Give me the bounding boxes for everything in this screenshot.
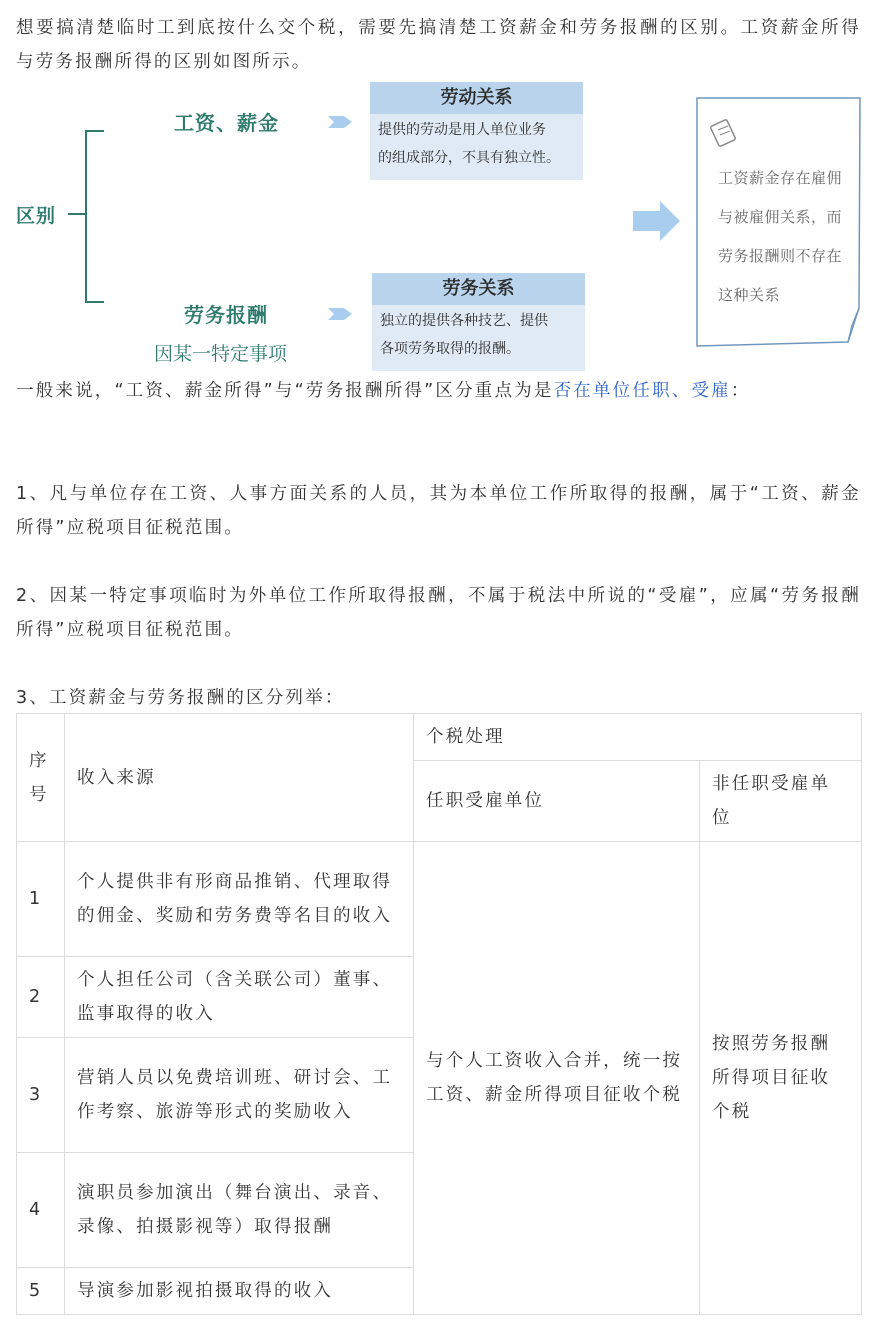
box-labor-relation-title: 劳动关系 bbox=[370, 82, 583, 114]
row-income-source: 个人担任公司（含关联公司）董事、监事取得的收入 bbox=[65, 957, 414, 1038]
distinction-paragraph bbox=[16, 374, 861, 408]
box-service-relation-line: 独立的提供各种技艺、提供 bbox=[380, 313, 548, 329]
note-line: 劳务报酬则不存在 bbox=[718, 247, 843, 265]
row-income-source: 导演参加影视拍摄取得的收入 bbox=[65, 1268, 414, 1315]
distinction-text: 一般来说，“工资、薪金所得”与“劳务报酬所得”区分重点为是 bbox=[16, 381, 554, 401]
diagram-root-label: 区别 bbox=[16, 205, 57, 227]
small-arrow-icon bbox=[328, 116, 352, 128]
header-employed-unit: 任职受雇单位 bbox=[414, 761, 700, 842]
table-row bbox=[17, 842, 862, 957]
box-labor-relation-body bbox=[370, 114, 583, 180]
box-service-relation-title: 劳务关系 bbox=[372, 273, 585, 305]
header-non-employed-unit: 非任职受雇单位 bbox=[700, 761, 862, 842]
point-2: 2、因某一特定事项临时为外单位工作所取得报酬，不属于税法中所说的“受雇”，应属“劳务报酬所得”应税项目征税范围。 bbox=[16, 586, 861, 640]
point-1: 1、凡与单位存在工资、人事方面关系的人员，其为本单位工作所取得的报酬，属于“工资、薪金所得”应税项目征税范围。 bbox=[16, 484, 861, 538]
row-number: 2 bbox=[17, 957, 65, 1038]
header-income-source: 收入来源 bbox=[65, 714, 414, 842]
big-arrow-icon bbox=[633, 201, 680, 241]
box-labor-relation-line: 的组成部分，不具有独立性。 bbox=[378, 150, 560, 166]
box-labor-relation-line: 提供的劳动是用人单位业务 bbox=[378, 122, 546, 138]
box-service-relation-line: 各项劳务取得的报酬。 bbox=[380, 341, 520, 357]
row-income-source: 个人提供非有形商品推销、代理取得的佣金、奖励和劳务费等名目的收入 bbox=[65, 842, 414, 957]
intro-paragraph: 想要搞清楚临时工到底按什么交个税，需要先搞清楚工资薪金和劳务报酬的区别。工资薪金所得与劳务报酬所得的区别如图所示。 bbox=[16, 18, 861, 72]
income-classification-table bbox=[16, 713, 862, 1315]
row-number: 5 bbox=[17, 1268, 65, 1315]
bracket-line bbox=[86, 131, 104, 302]
note-line: 与被雇佣关系，而 bbox=[718, 208, 843, 226]
non-employed-tax-treatment: 按照劳务报酬所得项目征收个税 bbox=[700, 842, 862, 1315]
note-line: 这种关系 bbox=[718, 286, 781, 304]
diagram-labor-label: 劳务报酬 bbox=[184, 303, 268, 327]
note-line: 工资薪金存在雇佣 bbox=[718, 169, 843, 187]
row-income-source: 营销人员以免费培训班、研讨会、工作考察、旅游等形式的奖励收入 bbox=[65, 1038, 414, 1153]
row-number: 4 bbox=[17, 1153, 65, 1268]
diagram-labor-sublabel: 因某一特定事项 bbox=[154, 343, 288, 365]
small-arrow-icon bbox=[328, 308, 352, 320]
row-number: 1 bbox=[17, 842, 65, 957]
diagram-salary-label: 工资、薪金 bbox=[174, 111, 279, 135]
header-seq: 序号 bbox=[17, 714, 65, 842]
box-service-relation-body bbox=[372, 305, 585, 371]
row-income-source: 演职员参加演出（舞台演出、录音、录像、拍摄影视等）取得报酬 bbox=[65, 1153, 414, 1268]
note-text bbox=[718, 159, 842, 315]
employed-tax-treatment: 与个人工资收入合并，统一按工资、薪金所得项目征收个税 bbox=[414, 842, 700, 1315]
point-3: 3、工资薪金与劳务报酬的区分列举： bbox=[16, 688, 345, 708]
employment-link[interactable]: 否在单位任职、受雇 bbox=[553, 381, 731, 401]
row-number: 3 bbox=[17, 1038, 65, 1153]
distinction-colon: ： bbox=[730, 381, 751, 401]
header-tax-treatment: 个税处理 bbox=[414, 714, 862, 761]
difference-diagram bbox=[0, 80, 879, 372]
